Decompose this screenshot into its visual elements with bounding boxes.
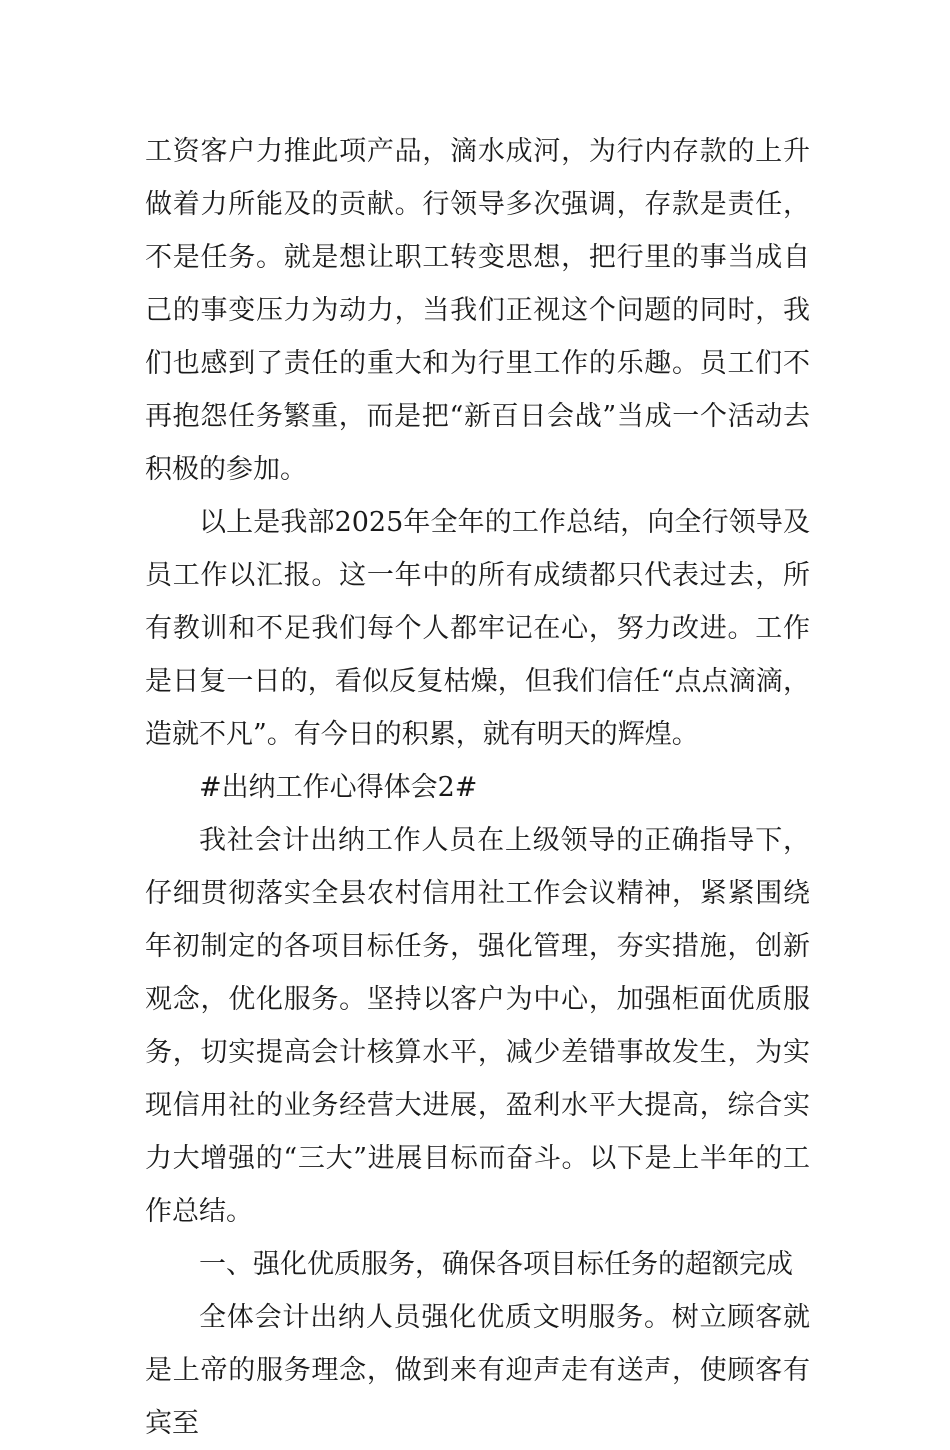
section-heading-experience-2: #出纳工作心得体会2# [199,772,478,803]
paragraph-quality-service: 全体会计出纳人员强化优质文明服务。树立顾客就是上帝的服务理念，做到来有迎声走有送声，使顾客有宾至 [145,1302,810,1439]
paragraph-continuation: 工资客户力推此项产品，滴水成河，为行内存款的上升做着力所能及的贡献。行领导多次强调，存款是责任，不是任务。就是想让职工转变思想，把行里的事当成自己的事变压力为动力，当我们正视这个问题的同时，我们也感到了责任的重大和为行里工作的乐趣。员工们不再抱怨任务繁重，而是把“新百日会战”当成一个活动去积极的参加。 [145,136,810,485]
paragraph-summary-conclusion: 以上是我部2025年全年的工作总结，向全行领导及员工作以汇报。这一年中的所有成绩都只代表过去，所有教训和不足我们每个人都牢记在心，努力改进。工作是日复一日的，看似反复枯燥，但我们信任“点点滴滴，造就不凡”。有今日的积累，就有明天的辉煌。 [145,507,810,750]
section-heading-quality-service: 一、强化优质服务，确保各项目标任务的超额完成 [199,1249,793,1280]
document-body [145,125,810,1450]
paragraph-intro-cashier-work: 我社会计出纳工作人员在上级领导的正确指导下，仔细贯彻落实全县农村信用社工作会议精神，紧紧围绕年初制定的各项目标任务，强化管理，夯实措施，创新观念，优化服务。坚持以客户为中心，加强柜面优质服务，切实提高会计核算水平，减少差错事故发生，为实现信用社的业务经营大进展，盈利水平大提高，综合实力大增强的“三大”进展目标而奋斗。以下是上半年的工作总结。 [145,825,810,1227]
